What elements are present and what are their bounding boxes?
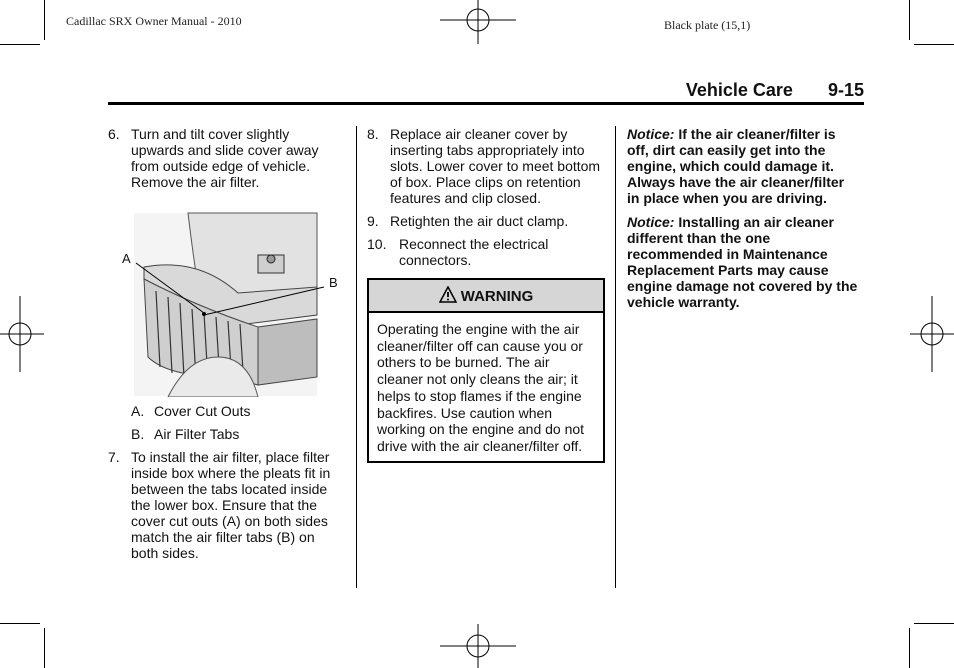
crop-mark [909,0,910,40]
crop-mark [909,628,910,668]
column-divider [356,126,357,588]
caption-letter: B. [131,426,145,442]
step-text: Retighten the air duct clamp. [390,213,569,229]
step-8 [367,126,605,206]
air-cleaner-illustration [108,207,344,397]
column-2 [367,126,605,463]
step-number: 7. [108,449,120,465]
crop-mark [44,0,45,40]
step-text: To install the air filter, place filter inside box where the pleats fit in between the tabs located inside the lower box. Ensure that the cover cut outs (A) on both sides match the air filter tabs (B) on both sides. [131,449,331,561]
header-rule [108,102,864,105]
column-3 [627,126,859,318]
step-number: 10. [367,236,387,252]
caption-b [108,426,344,442]
registration-mark-left [0,296,44,372]
caption-a [108,403,344,419]
section-title: Vehicle Care [685,80,793,100]
notice-text: Installing an air cleaner different than the one recommended in Maintenance Replacement Parts may cause engine damage not covered by the vehicle warranty. [627,214,858,310]
notice-label: Notice: [627,214,675,230]
warning-icon [439,286,457,303]
registration-mark-right [910,296,954,372]
air-cleaner-figure [108,207,344,397]
notice-text: If the air cleaner/filter is off, dirt can easily get into the engine, which could damage it. Always have the air cleaner/filter in place when you are driving. [627,126,845,206]
caption-letter: A. [131,403,145,419]
notice-1 [627,126,859,206]
registration-mark-bottom [440,624,516,668]
crop-mark [914,44,954,45]
caption-text: Cover Cut Outs [154,403,251,419]
plate-label: Black plate (15,1) [664,18,751,32]
warning-header [369,280,603,313]
crop-mark [0,44,40,45]
step-6 [108,126,344,190]
warning-text: Operating the engine with the air cleaner/filter off can cause you or others to be burned. The air cleaner not only cleans the air; it helps to stop flames if the engine backfires. Use caution when working on the engine and do not drive with the air cleaner/filter off. [377,321,585,454]
figure-label-b: B [329,275,338,290]
caption-text: Air Filter Tabs [154,426,240,442]
step-number: 9. [367,213,379,229]
manual-title: Cadillac SRX Owner Manual - 2010 [66,14,242,28]
step-text: Turn and tilt cover slightly upwards and slide cover away from outside edge of vehicle. Remove the air filter. [131,126,319,190]
step-text: Replace air cleaner cover by inserting tabs appropriately into slots. Lower cover to meet bottom of box. Place clips on retention features and clip closed. [390,126,601,206]
step-9 [367,213,605,229]
notice-label: Notice: [627,126,675,142]
step-text: Reconnect the electrical connectors. [399,236,549,268]
column-1 [108,126,344,568]
step-10 [367,236,605,268]
section-header [686,80,864,101]
figure-label-a: A [122,251,131,266]
warning-title: WARNING [460,288,534,305]
crop-mark [44,628,45,668]
page-number: 9-15 [827,80,864,100]
crop-mark [0,623,40,624]
step-7 [108,449,344,561]
warning-box [367,278,605,463]
step-number: 8. [367,126,379,142]
notice-2 [627,214,859,310]
registration-mark-top [440,0,516,44]
column-divider [615,126,616,588]
crop-mark [914,623,954,624]
step-number: 6. [108,126,120,142]
